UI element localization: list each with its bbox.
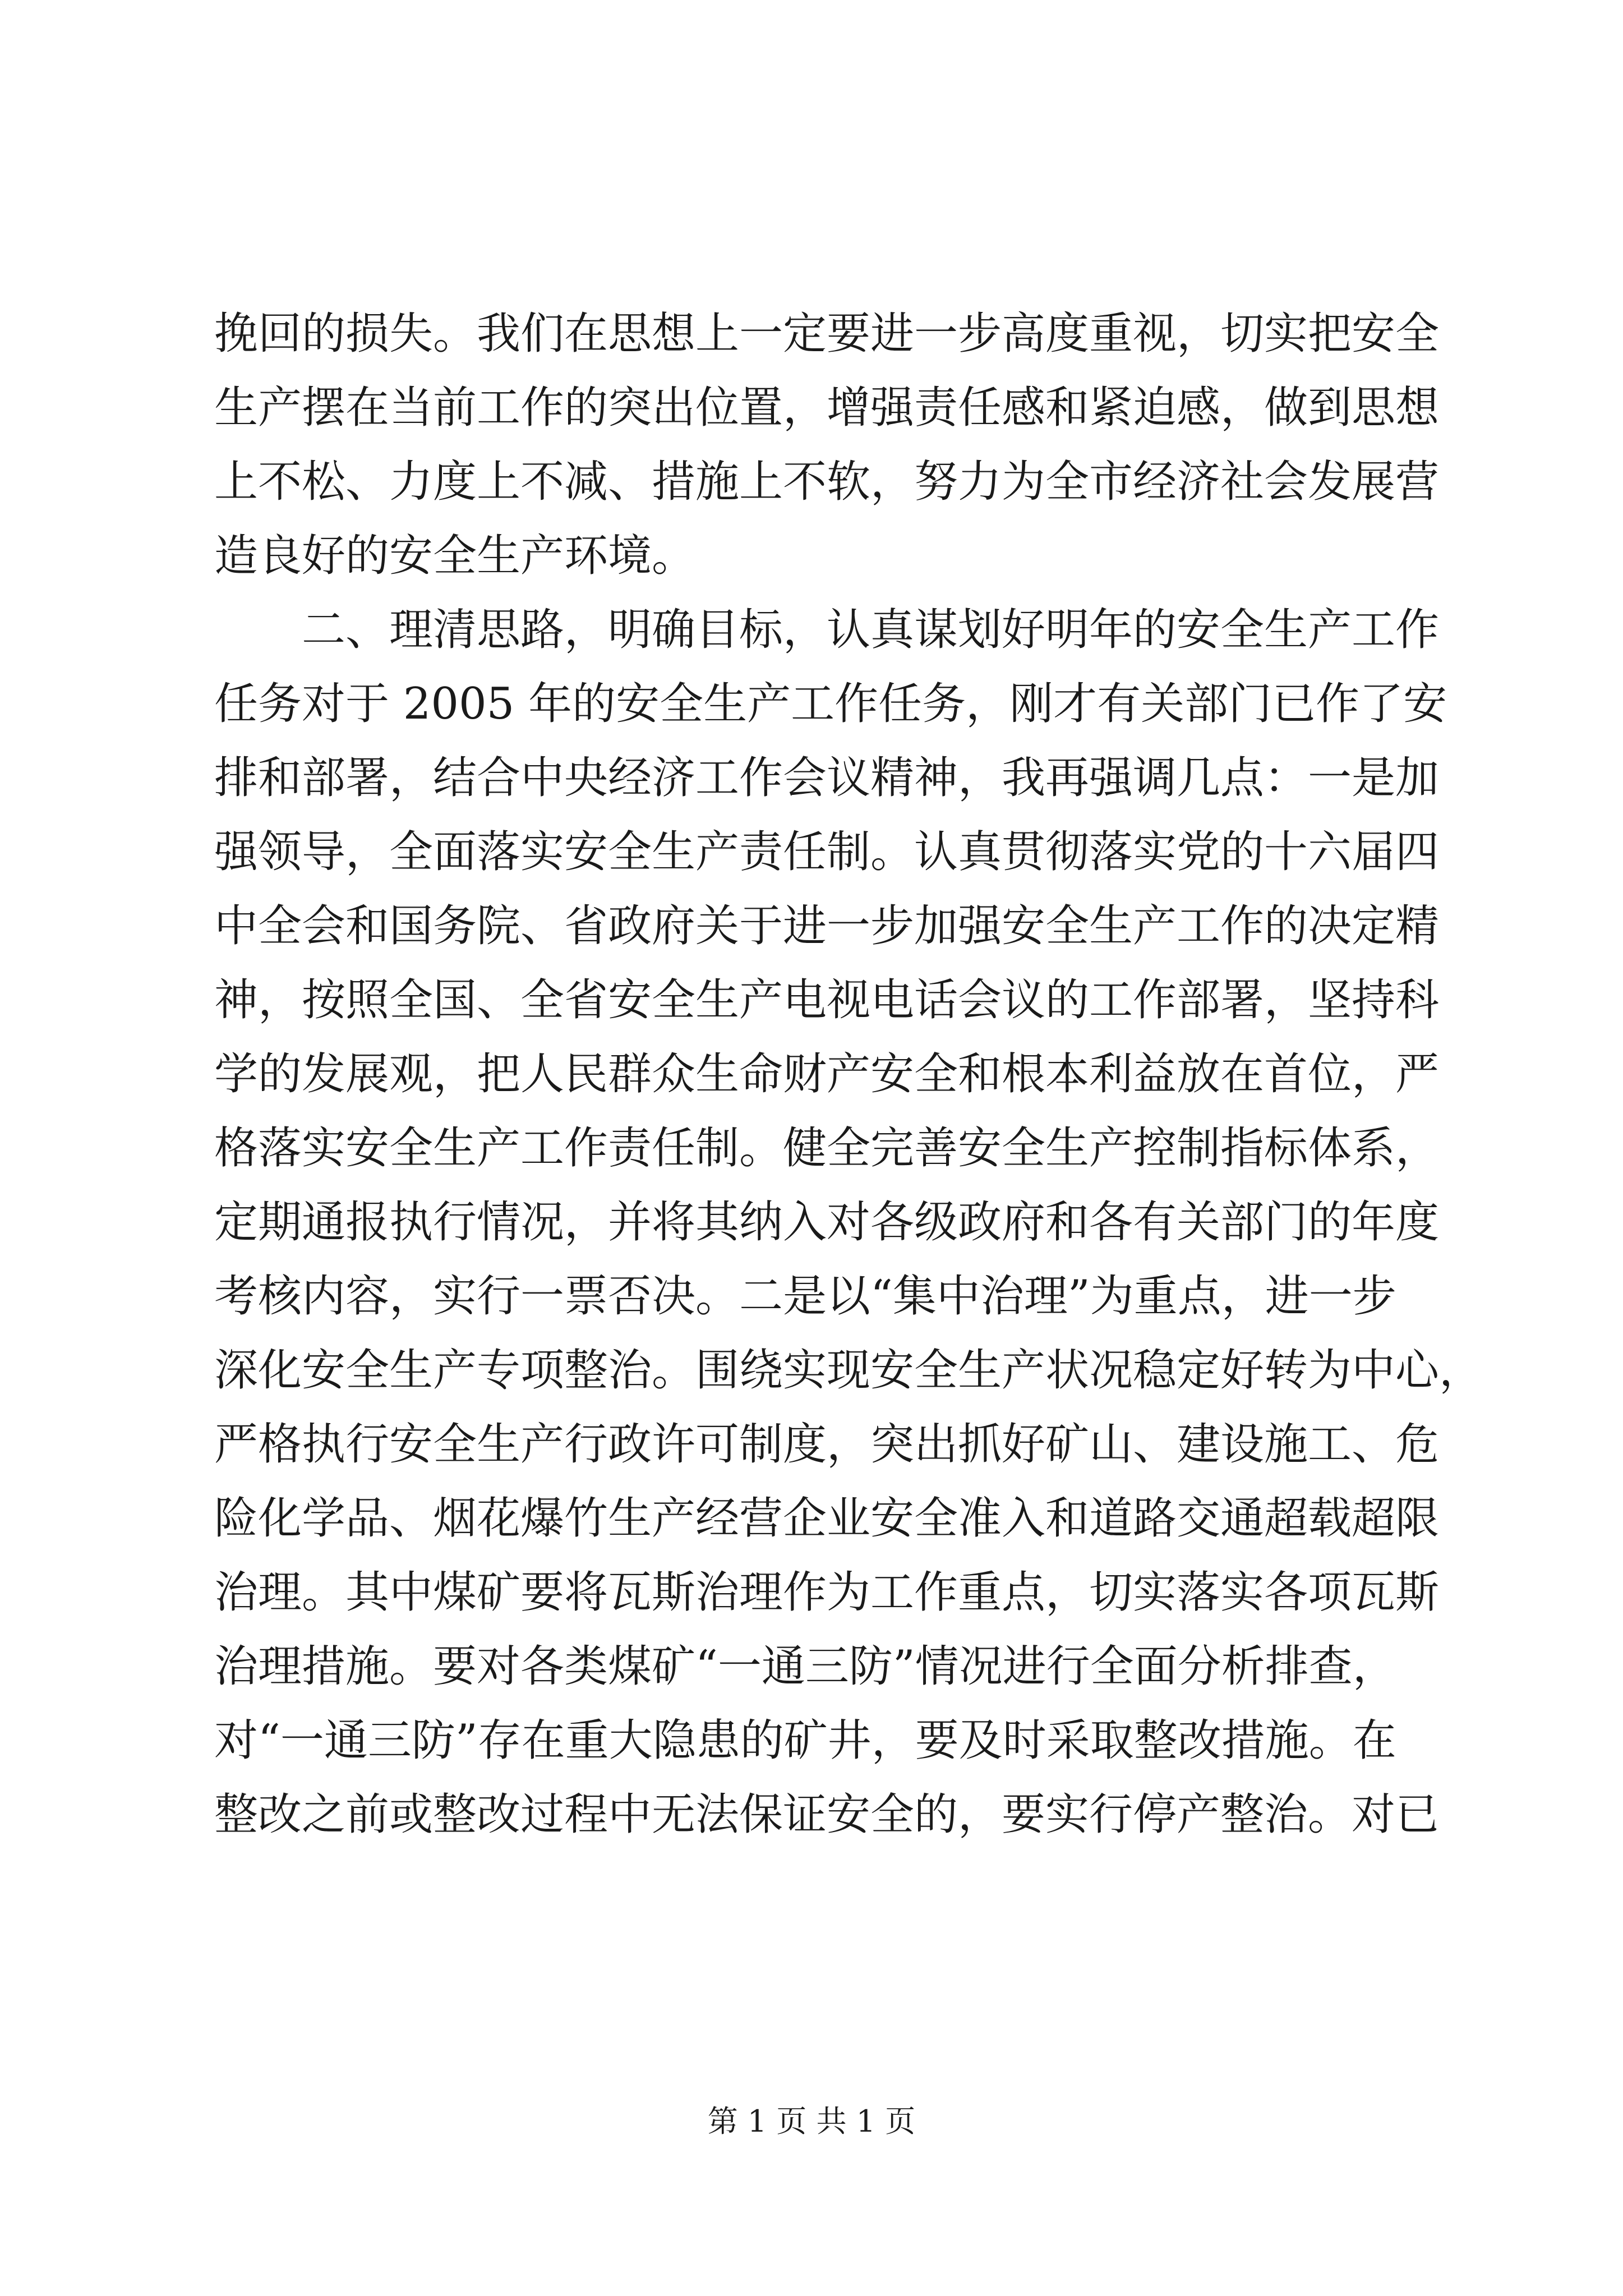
body-line-15: 深化安全生产专项整治。围绕实现安全生产状况稳定好转为中心， [214, 1345, 1483, 1396]
body-line-19: 治理措施。要对各类煤矿“一通三防”情况进行全面分析排查， [214, 1641, 1396, 1692]
body-line-14: 考核内容，实行一票否决。二是以“集中治理”为重点，进一步 [214, 1271, 1396, 1322]
body-line-8: 强领导，全面落实安全生产责任制。认真贯彻落实党的十六届四 [214, 827, 1440, 877]
body-line-5: 二、理清思路，明确目标，认真谋划好明年的安全生产工作 [214, 605, 1440, 655]
body-line-17: 险化学品、烟花爆竹生产经营企业安全准入和道路交通超载超限 [214, 1493, 1440, 1544]
body-line-1: 挽回的损失。我们在思想上一定要进一步高度重视，切实把安全 [214, 309, 1440, 359]
body-line-20: 对“一通三防”存在重大隐患的矿井，要及时采取整改措施。在 [214, 1715, 1396, 1766]
body-line-13: 定期通报执行情况，并将其纳入对各级政府和各有关部门的年度 [214, 1197, 1440, 1248]
body-line-21: 整改之前或整改过程中无法保证安全的，要实行停产整治。对已 [214, 1789, 1440, 1840]
body-line-18: 治理。其中煤矿要将瓦斯治理作为工作重点，切实落实各项瓦斯 [214, 1567, 1440, 1618]
body-line-12: 格落实安全生产工作责任制。健全完善安全生产控制指标体系， [214, 1123, 1440, 1174]
body-line-10: 神，按照全国、全省安全生产电视电话会议的工作部署，坚持科 [214, 975, 1440, 1025]
body-line-7: 排和部署，结合中央经济工作会议精神，我再强调几点：一是加 [214, 753, 1440, 803]
body-line-6: 任务对于 2005 年的安全生产工作任务，刚才有关部门已作了安 [214, 679, 1447, 729]
page-number-footer: 第 1 页 共 1 页 [707, 2104, 916, 2139]
body-line-11: 学的发展观，把人民群众生命财产安全和根本利益放在首位，严 [214, 1049, 1440, 1099]
body-line-4: 造良好的安全生产环境。 [214, 531, 696, 581]
body-line-9: 中全会和国务院、省政府关于进一步加强安全生产工作的决定精 [214, 901, 1440, 951]
body-line-3: 上不松、力度上不减、措施上不软，努力为全市经济社会发展营 [214, 457, 1440, 507]
body-line-16: 严格执行安全生产行政许可制度，突出抓好矿山、建设施工、危 [214, 1419, 1440, 1470]
body-line-2: 生产摆在当前工作的突出位置，增强责任感和紧迫感，做到思想 [214, 383, 1440, 433]
